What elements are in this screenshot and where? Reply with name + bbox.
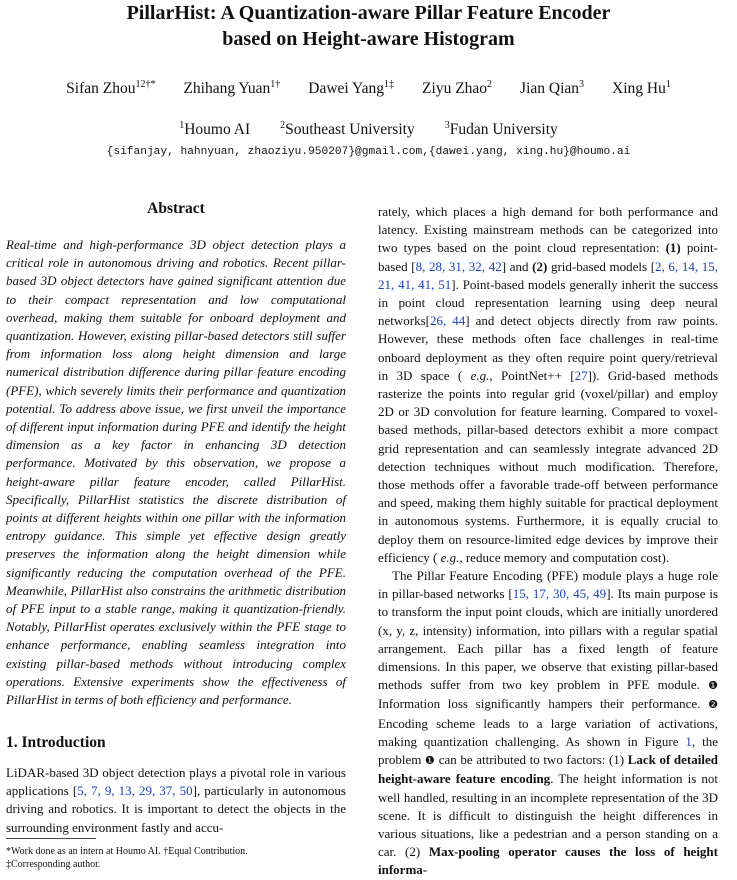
- body-paragraph: rately, which places a high demand for both performance and latency. Existing mainstream methods can be categorized into two types based on the point cloud representation: (1) point-based [8, 28, 31, 32, 42] and (2) grid-based models [2, 6, 14, 15, 21, 41, 41, 51]. Point-based models generally inherit the success in point cloud representation learning using deep neural networks[26, 44] and detect objects directly from raw points. However, these methods often face challenges in real-time onboard deployment as they often require point query/retrieval in 3D space ( e.g., PointNet++ [27]). Grid-based methods rasterize the points into regular grid (voxel/pillar) and employ 2D or 3D convolution for feature learning. Compared to voxel-based methods, pillar-based detectors exhibit a more compact grid representation and can seamlessly integrate advanced 2D detection techniques without much modification. Therefore, those methods offer a favorable trade-off between performance and speed, making them highly suitable for practical deployment in autonomous systems. Furthermore, it is equally crucial to deploy them on resource-limited edge devices by improve their efficiency ( e.g., reduce memory and computation cost).: [378, 204, 719, 565]
- author-emails: {sifanjay, hahnyuan, zhaoziyu.950207}@gmail.com,{dawei.yang, xing.hu}@houmo.ai: [106, 146, 631, 158]
- body-paragraph: The Pillar Feature Encoding (PFE) module plays a huge role in pillar-based networks [15, 17, 30, 45, 49]. Its main purpose is to transform the input point clouds, which are initially unordered (x, y, z, intensity) information, into pillars with a regular spatial arrangement. Each pillar has a fixed length of feature dimensions. In this paper, we observe that existing pillar-based methods suffer from two key problem in PFE module. ❶ Information loss significantly hampers their performance. ❷ Encoding scheme leads to a large variation of activations, making quantization challenging. As shown in Figure 1, the problem ❶ can be attributed to two factors: (1) Lack of detailed height-aware feature encoding. The height information is not well handled, resulting in an incomplete representation of the 3D scene. It is difficult to distinguish the height differences in various situations, like a pedestrian and a person standing on a car. (2) Max-pooling operator causes the loss of height informa-: [378, 568, 719, 878]
- number-one-icon: ❶: [424, 754, 436, 768]
- affiliation: $^3$Fudan University: [444, 120, 558, 138]
- right-column: [378, 203, 718, 880]
- author: Ziyu Zhao$^2$: [422, 79, 493, 97]
- abstract-heading: Abstract: [147, 200, 205, 217]
- footnote: *Work done as an intern at Houmo AI. †Equal Contribution. ‡Corresponding author.: [6, 846, 248, 870]
- author: Jian Qian$^3$: [520, 79, 585, 97]
- affiliation: $^2$Southeast University: [280, 120, 415, 138]
- author: Sifan Zhou$^{12\dagger*}$: [66, 79, 156, 97]
- author: Dawei Yang$^{1\ddagger}$: [308, 79, 395, 97]
- author: Zhihang Yuan$^{1\dagger}$: [183, 79, 281, 97]
- introduction-heading: 1. Introduction: [6, 734, 106, 751]
- abstract-text: Real-time and high-performance 3D object detection plays a critical role in autonomous driving and robotics. Recent pillar-based 3D object detectors have gained significant attention due to their compact representation and low computational overhead, making them suitable for onboard deployment and quantization. However, existing pillar-based detectors still suffer from information loss along height dimension and large numerical distribution difference during pillar feature encoding (PFE), which severely limits their performance and quantization potential. To address above issue, we first unveil the importance of different input information during PFE and identify the height dimension as a key factor in enhancing 3D detection performance. Motivated by this observation, we propose a height-aware pillar feature encoder, called PillarHist. Specifically, PillarHist statistics the discrete distribution of points at different heights within one pillar with the information entropy guidance. This simple yet effective design greatly preserves the information along the height dimension while significantly reducing the computation overhead of the PFE. Meanwhile, PillarHist also constrains the arithmetic distribution of PFE input to a stable range, making it quantization-friendly. Notably, PillarHist operates exclusively within the PFE stage to enhance performance, enabling seamless integration into existing pillar-based methods without introducing complex operations. Extensive experiments show the effectiveness of PillarHist in terms of both efficiency and performance.: [6, 237, 346, 708]
- paper-title: [0, 0, 737, 52]
- number-two-icon: ❷: [708, 698, 718, 712]
- footnote-divider: [6, 838, 96, 839]
- citation-link[interactable]: 2, 6, 14, 15, 21, 41, 41, 51: [378, 258, 718, 292]
- author: Xing Hu$^1$: [612, 79, 671, 97]
- citation-link[interactable]: 8, 28, 31, 32, 42: [415, 258, 502, 274]
- citation-link[interactable]: 26, 44: [430, 313, 466, 329]
- author-list: [0, 80, 737, 98]
- introduction-paragraph: LiDAR-based 3D object detection plays a pivotal role in various applications [5, 7, 9, 13, 29, 37, 50], particularly in autonomous driving and robotics. It is important to detect the objects in the surrounding environment fastly and accu-: [6, 765, 346, 835]
- affiliation: $^1$Houmo AI: [179, 120, 251, 138]
- citation-link[interactable]: 27: [574, 367, 588, 383]
- figure-link[interactable]: 1: [685, 733, 692, 749]
- citation-link[interactable]: 5, 7, 9, 13, 29, 37, 50: [77, 783, 193, 799]
- citation-link[interactable]: 15, 17, 30, 45, 49: [512, 586, 607, 602]
- title-line-1: PillarHist: A Quantization-aware Pillar Feature Encoder: [126, 2, 611, 24]
- affiliation-list: [0, 121, 737, 139]
- title-line-2: based on Height-aware Histogram: [222, 28, 515, 50]
- number-one-icon: ❶: [708, 679, 718, 693]
